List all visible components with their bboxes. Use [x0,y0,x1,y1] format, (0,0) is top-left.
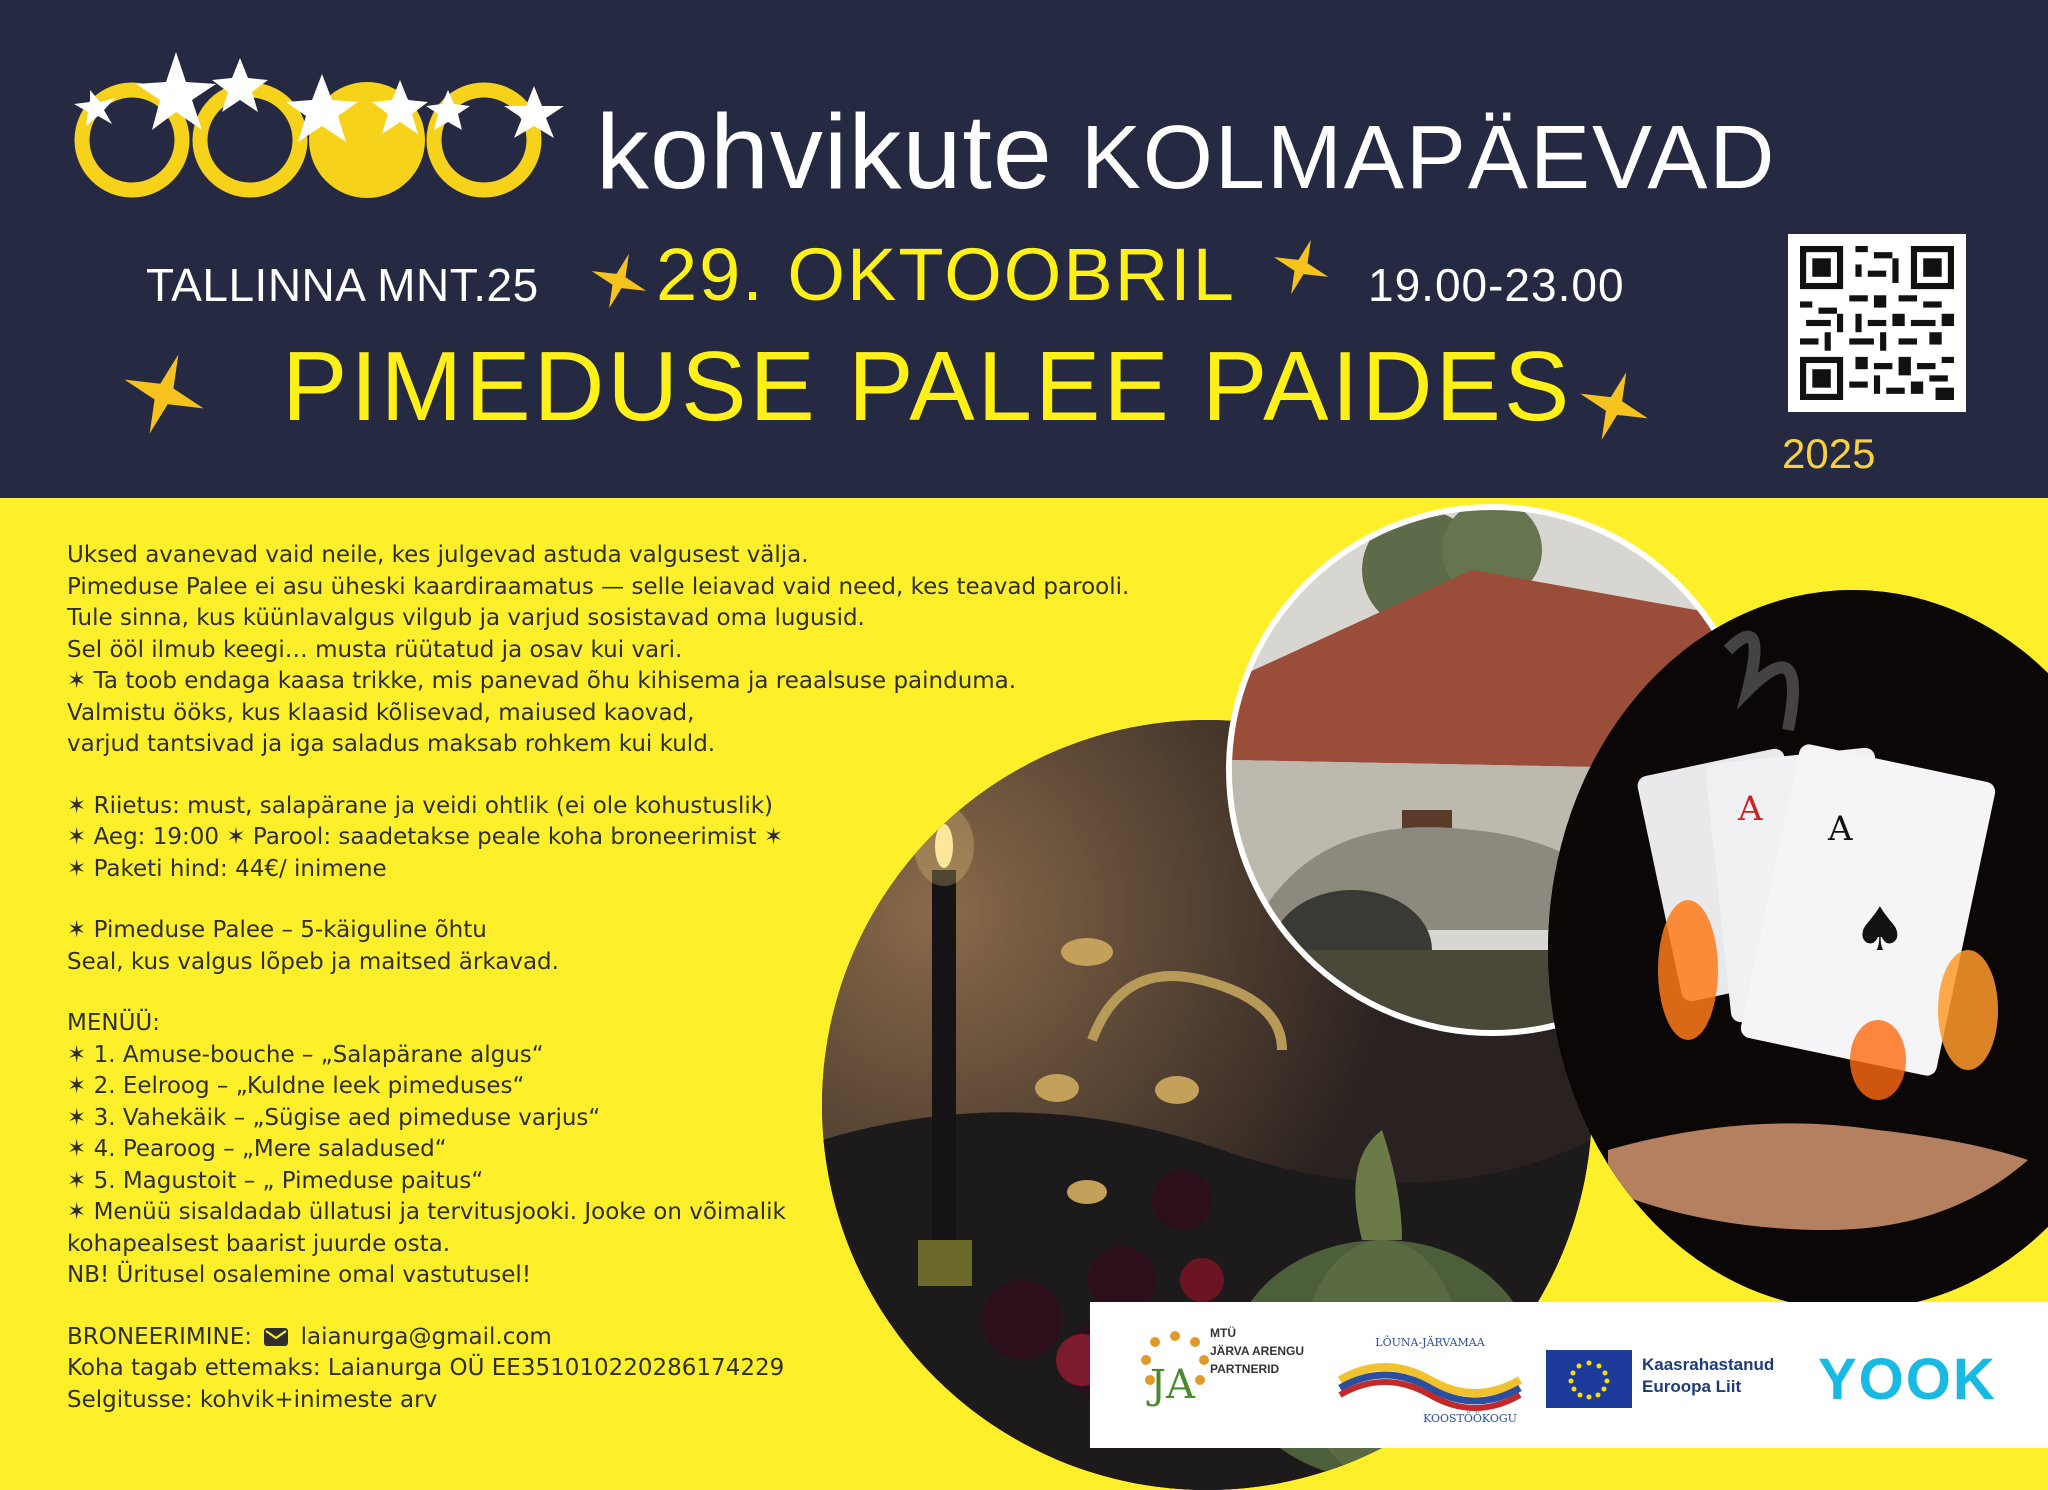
booking-label: BRONEERIMINE: [67,1323,253,1350]
menu-item: ✶ 3. Vahekäik – „Sügise aed pimeduse varjus“ [67,1104,601,1131]
intro-line: varjud tantsivad ja iga saladus maksab rohkem kui kuld. [67,731,716,757]
menu-note: ✶ Menüü sisaldadab üllatusi ja tervitusjooki. Jooke on võimalik [67,1199,786,1225]
svg-text:♠: ♠ [1853,895,1907,965]
envelope-icon [263,1327,289,1347]
svg-text:A: A [1738,789,1763,829]
eu-line: Kaasrahastanud [1642,1355,1775,1374]
info-line: ✶ Aeg: 19:00 ✶ Parool: saadetakse peale koha broneerimist ✶ [67,824,784,850]
menu-note: kohapealsest baarist juurde osta. [67,1230,451,1257]
menu-heading: MENÜÜ: [67,1010,160,1036]
mtu-line: MTÜ [1210,1326,1236,1340]
star-icon [122,352,206,436]
mtu-line: JÄRVA ARENGU [1210,1344,1305,1358]
sponsor-bar [1090,1302,2048,1448]
louna-bottom-text: KOOSTÖÖKOGU [1423,1412,1517,1425]
course-line: ✶ Pimeduse Palee – 5-käiguline õhtu [67,917,487,943]
yook-logo: YOOK [1818,1347,1997,1412]
menu-item: ✶ 1. Amuse-bouche – „Salapärane algus“ [67,1041,544,1068]
mtu-sun-logo [1140,1328,1210,1418]
brand-title [596,92,1776,213]
event-title: PIMEDUSE PALEE PAIDES [282,331,1573,441]
star-icon [1272,238,1330,296]
eu-line: Euroopa Liit [1642,1377,1742,1396]
eu-flag-icon [1546,1350,1632,1408]
louna-jarvamaa-logo [1330,1332,1530,1428]
info-line: ✶ Riietus: must, salapärane ja veidi ohtlik (ei ole kohustuslik) [67,792,774,819]
cafe-rings-logo [60,40,600,210]
menu-item: ✶ 4. Pearoog – „Mere saladused“ [67,1136,447,1162]
intro-line: ✶ Ta toob endaga kaasa trikke, mis panevad õhu kihisema ja reaalsuse painduma. [67,668,1017,694]
star-icon [590,252,648,310]
booking-email[interactable]: laianurga@gmail.com [300,1323,552,1350]
star-icon [1578,370,1650,442]
louna-top-text: LÕUNA-JÄRVAMAA [1375,1336,1485,1349]
event-address: TALLINNA MNT.25 [146,259,539,311]
intro-line: Sel ööl ilmub keegi… musta rüütatud ja osav kui vari. [67,636,683,663]
mtu-text [1210,1324,1304,1378]
svg-text:A: A [1828,809,1853,849]
event-date: 29. OKTOOBRIL [656,233,1236,316]
course-line: Seal, kus valgus lõpeb ja maitsed ärkavad. [67,948,559,975]
event-time: 19.00-23.00 [1368,259,1625,311]
menu-item: ✶ 2. Eelroog – „Kuldne leek pimeduses“ [67,1073,525,1099]
brand-uppercase: KOLMAPÄEVAD [1080,108,1777,208]
info-line: ✶ Paketi hind: 44€/ inimene [67,855,387,882]
intro-line: Tule sinna, kus küünlavalgus vilgub ja varjud sosistavad oma lugusid. [67,605,865,631]
booking-line: Koha tagab ettemaks: Laianurga OÜ EE351010220286174229 [67,1355,785,1381]
svg-text:JA: JA [1150,1362,1195,1408]
intro-line: Pimeduse Palee ei asu üheski kaardiraamatus — selle leiavad vaid need, kes teavad parooli. [67,573,1130,600]
menu-item: ✶ 5. Magustoit – „ Pimeduse paitus“ [67,1167,484,1194]
qr-code[interactable] [1788,234,1966,412]
booking-line: Selgitusse: kohvik+inimeste arv [67,1386,438,1413]
qr-code-icon [1788,234,1966,412]
intro-line: Valmistu ööks, kus klaasid kõlisevad, maiused kaovad, [67,699,695,726]
mtu-line: PARTNERID [1210,1362,1280,1376]
intro-line: Uksed avanevad vaid neile, kes julgevad astuda valgusest välja. [67,542,809,568]
eu-text [1642,1354,1774,1398]
menu-note: NB! Üritusel osalemine omal vastutusel! [67,1262,532,1288]
year-label: 2025 [1782,430,1876,477]
brand-lowercase: kohvikute [596,93,1053,211]
